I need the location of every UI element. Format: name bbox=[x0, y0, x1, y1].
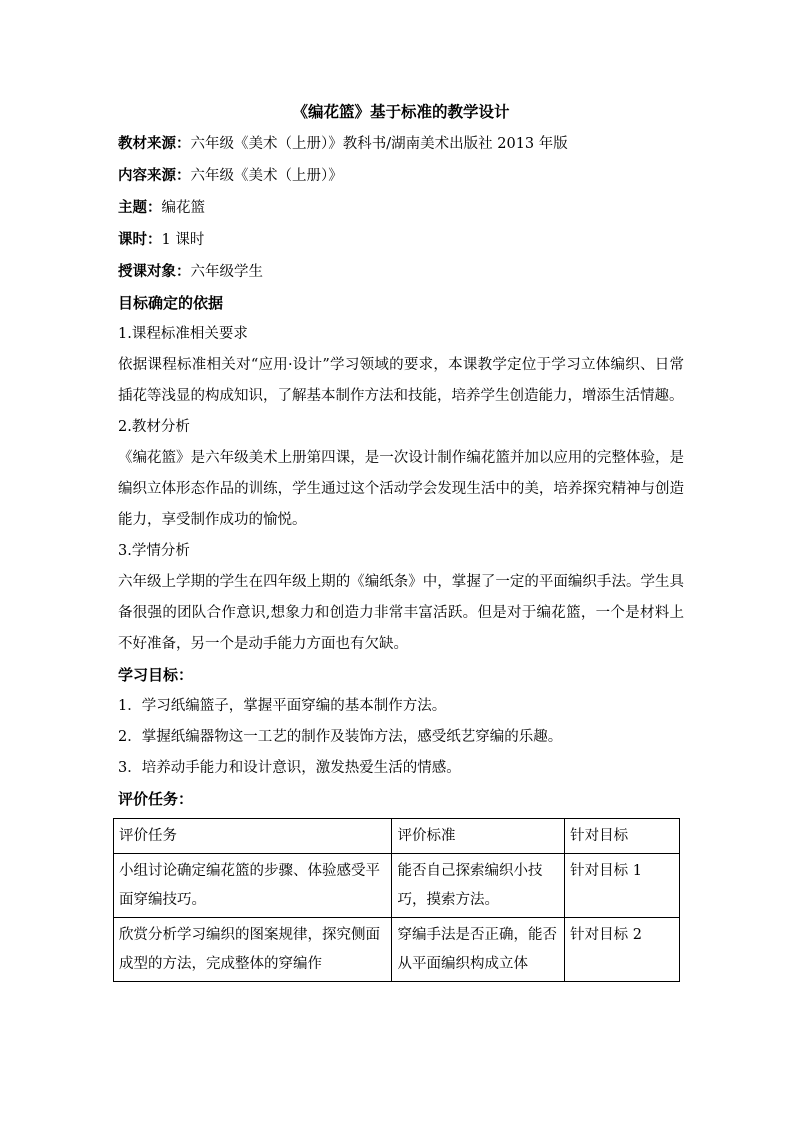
table-header-cell: 评价标准 bbox=[392, 819, 565, 854]
meta-label: 授课对象： bbox=[118, 263, 191, 280]
meta-period bbox=[118, 224, 684, 256]
goal-item: 2．掌握纸编器物这一工艺的制作及装饰方法，感受纸艺穿编的乐趣。 bbox=[118, 729, 563, 745]
meta-value: 六年级学生 bbox=[190, 264, 263, 280]
table-header-row bbox=[114, 819, 680, 854]
meta-theme bbox=[118, 192, 684, 224]
table-row bbox=[114, 918, 680, 982]
table-header-cell: 针对目标 bbox=[565, 819, 680, 854]
meta-value: 1 课时 bbox=[161, 232, 205, 248]
basis-paragraph: 《编花篮》是六年级美术上册第四课，是一次设计制作编花篮并加以应用的完整体验，是编织立体形态作品的训练，学生通过这个活动学会发现生活中的美，培养探究精神与创造能力，享受制作成功的愉悦。 bbox=[118, 450, 684, 528]
goal-item: 1．学习纸编篮子，掌握平面穿编的基本制作方法。 bbox=[118, 698, 447, 714]
meta-value: 六年级《美术（上册）》 bbox=[190, 168, 343, 184]
document-title: 《编花篮》基于标准的教学设计 bbox=[292, 102, 510, 121]
meta-audience bbox=[118, 256, 684, 288]
basis-paragraph: 依据课程标准相关对“应用·设计”学习领域的要求，本课教学定位于学习立体编织、日常插花等浅显的构成知识，了解基本制作方法和技能，培养学生创造能力，增添生活情趣。 bbox=[118, 357, 684, 404]
basis-subheading: 2.教材分析 bbox=[118, 419, 190, 435]
basis-subheading: 3.学情分析 bbox=[118, 543, 190, 559]
meta-value: 编花篮 bbox=[161, 200, 205, 216]
table-cell: 针对目标 1 bbox=[565, 854, 680, 918]
basis-subheading: 1.课程标准相关要求 bbox=[118, 326, 248, 342]
meta-content bbox=[118, 160, 684, 192]
document-page bbox=[118, 98, 684, 982]
table-cell: 小组讨论确定编花篮的步骤、体验感受平面穿编技巧。 bbox=[114, 854, 392, 918]
meta-label: 课时： bbox=[118, 231, 162, 248]
meta-label: 教材来源： bbox=[118, 135, 191, 152]
meta-source bbox=[118, 128, 684, 160]
evaluation-table bbox=[113, 818, 680, 982]
table-cell: 针对目标 2 bbox=[565, 918, 680, 982]
goals-heading: 学习目标： bbox=[118, 666, 194, 684]
table-cell: 欣赏分析学习编织的图案规律，探究侧面成型的方法，完成整体的穿编作 bbox=[114, 918, 392, 982]
table-cell: 穿编手法是否正确，能否从平面编织构成立体 bbox=[392, 918, 565, 982]
table-row bbox=[114, 854, 680, 918]
meta-label: 主题： bbox=[118, 199, 162, 216]
goal-item: 3．培养动手能力和设计意识，激发热爱生活的情感。 bbox=[118, 760, 461, 776]
meta-value: 六年级《美术（上册）》教科书/湖南美术出版社 2013 年版 bbox=[190, 136, 568, 152]
basis-heading: 目标确定的依据 bbox=[118, 294, 224, 312]
evaluation-heading: 评价任务： bbox=[118, 790, 194, 808]
meta-label: 内容来源： bbox=[118, 167, 191, 184]
table-cell: 能否自己探索编织小技巧，摸索方法。 bbox=[392, 854, 565, 918]
basis-paragraph: 六年级上学期的学生在四年级上期的《编纸条》中，掌握了一定的平面编织手法。学生具备很强的团队合作意识,想象力和创造力非常丰富活跃。但是对于编花篮，一个是材料上不好准备，另一个是动手能力方面也有欠缺。 bbox=[118, 574, 684, 652]
table-header-cell: 评价任务 bbox=[114, 819, 392, 854]
